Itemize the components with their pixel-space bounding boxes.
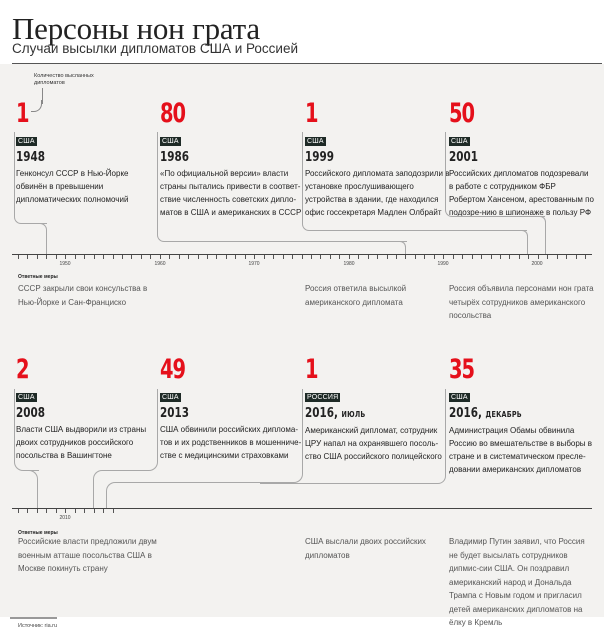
axis-tick (443, 255, 444, 259)
axis-tick (198, 255, 199, 259)
axis-tick (235, 255, 236, 259)
axis-label-2000: 2000 (531, 261, 543, 267)
connector-2016-dec-b (260, 483, 405, 484)
response-2016-july: США выслали двоих российских дипломатов (305, 537, 426, 560)
response-2016-december: Владимир Путин заявил, что Россия не будет высылать сотрудников дипмис-сии США. Он поздравил американский народ и Дональда Трампа с Новым годом и пригласил детей американских дипломатов на ёлку в Кремль (449, 537, 585, 627)
axis-tick (547, 255, 548, 259)
axis-tick (84, 255, 85, 259)
event-description: Власти США выдворили из страны двоих сотрудников российского посольства в Вашингтоне (16, 425, 147, 460)
axis-tick (37, 255, 38, 259)
responses-heading-top: Ответные меры (18, 274, 58, 280)
axis-tick (188, 255, 189, 259)
expelled-count: 1 (305, 354, 318, 385)
axis-tick (320, 255, 321, 259)
axis-label-1950: 1950 (59, 261, 71, 267)
axis-tick (207, 255, 208, 259)
axis-tick (84, 509, 85, 513)
axis-tick (75, 509, 76, 513)
axis-tick (566, 255, 567, 259)
event-year: 2016, ИЮЛЬ (305, 406, 366, 421)
axis-tick (387, 255, 388, 259)
axis-label-1970: 1970 (248, 261, 260, 267)
connector-2001-b (538, 216, 546, 254)
axis-tick (472, 255, 473, 259)
page-title: Персоны нон грата (12, 11, 260, 46)
connector-2013-a (107, 389, 158, 471)
axis-tick (27, 509, 28, 513)
country-badge: США (451, 138, 468, 145)
axis-tick (141, 255, 142, 259)
axis-tick (415, 255, 416, 259)
axis-tick (462, 255, 463, 259)
axis-tick (37, 509, 38, 513)
axis-tick (179, 255, 180, 259)
axis-label-1980: 1980 (343, 261, 355, 267)
axis-tick (56, 509, 57, 513)
connector-2008-b (28, 470, 38, 508)
event-year: 2016, ДЕКАБРЬ (449, 406, 522, 421)
axis-tick (27, 255, 28, 259)
axis-tick (65, 255, 66, 259)
country-badge: США (18, 394, 35, 401)
expelled-count: 80 (160, 98, 185, 129)
connector-1999-b (520, 230, 528, 254)
axis-tick (481, 255, 482, 259)
country-badge: США (451, 394, 468, 401)
responses-heading-bottom: Ответные меры (18, 530, 58, 536)
event-year: 1986 (160, 150, 189, 165)
event-year: 1948 (16, 150, 45, 165)
country-badge: США (307, 138, 324, 145)
connector-1948-b (40, 223, 47, 254)
axis-tick (94, 509, 95, 513)
axis-tick (585, 255, 586, 259)
axis-tick (491, 255, 492, 259)
country-badge: РОССИЯ (307, 394, 339, 401)
axis-label-1960: 1960 (154, 261, 166, 267)
axis-tick (131, 255, 132, 259)
axis-tick (18, 509, 19, 513)
axis-label-1990: 1990 (437, 261, 449, 267)
connector-1986-b (398, 241, 406, 254)
axis-label-2010: 2010 (59, 515, 71, 521)
axis-tick (528, 255, 529, 259)
axis-tick (302, 255, 303, 259)
axis-tick (226, 255, 227, 259)
axis-tick (264, 255, 265, 259)
axis-tick (368, 255, 369, 259)
axis-tick (94, 255, 95, 259)
axis-tick (254, 255, 255, 259)
axis-tick (453, 255, 454, 259)
expelled-count: 49 (160, 354, 185, 385)
axis-tick (330, 255, 331, 259)
connector-1948-a (14, 132, 47, 224)
source-note: Источник: ria.ru (18, 623, 58, 629)
event-description: Российских дипломатов подозревали в работе с сотрудником ФБР Робертом Хансеном, арестованным по подозре-нию в шпионаже в пользу РФ (449, 169, 594, 217)
event-year: 2013 (160, 406, 189, 421)
axis-tick (576, 255, 577, 259)
axis-tick (169, 255, 170, 259)
country-badge: США (18, 138, 35, 145)
axis-tick (46, 255, 47, 259)
axis-tick (405, 255, 406, 259)
axis-tick (103, 509, 104, 513)
axis-tick (65, 509, 66, 513)
axis-tick (46, 509, 47, 513)
connector-2016-july-a (256, 389, 303, 483)
event-card-2016-december (449, 356, 594, 476)
axis-tick (396, 255, 397, 259)
response-2008: Российские власти предложили двум военным атташе посольства США в Москве покинуть страну (18, 537, 157, 573)
event-year: 1999 (305, 150, 334, 165)
page-subtitle: Случаи высылки дипломатов США и Россией (12, 41, 299, 56)
event-description: Американский дипломат, сотрудник ЦРУ напал на охранявшего посоль-ство США российского полицейского (305, 426, 442, 461)
axis-tick (122, 255, 123, 259)
event-year: 2008 (16, 406, 45, 421)
country-badge: США (162, 138, 179, 145)
axis-tick (292, 255, 293, 259)
axis-tick (150, 255, 151, 259)
event-year: 2001 (449, 150, 478, 165)
response-1999: Россия ответила высылкой американского дипломата (305, 284, 407, 307)
axis-tick (358, 255, 359, 259)
axis-tick (216, 255, 217, 259)
event-description: Генконсул СССР в Нью-Йорке обвинён в превышении дипломатических полномочий (16, 169, 129, 204)
axis-tick (75, 255, 76, 259)
expelled-count: 35 (449, 354, 474, 385)
event-description: Администрация Обамы обвинила Россию во вмешательстве в выборы в стране и в систематическом пресле-довании американских дипломатов (449, 426, 593, 474)
axis-tick (557, 255, 558, 259)
response-2001: Россия объявила персонами нон грата четырёх сотрудников американского посольства (449, 284, 594, 320)
connector-2008-a (14, 389, 39, 471)
timeline-axis-bottom (12, 508, 592, 509)
axis-tick (103, 255, 104, 259)
axis-tick (160, 255, 161, 259)
axis-tick (273, 255, 274, 259)
axis-tick (500, 255, 501, 259)
axis-tick (434, 255, 435, 259)
axis-tick (509, 255, 510, 259)
axis-tick (519, 255, 520, 259)
axis-tick (311, 255, 312, 259)
count-legend-note: Количество высланных дипломатов (34, 73, 94, 86)
axis-tick (245, 255, 246, 259)
event-description: США обвинили российских диплома-тов и их родственников в мошенниче-стве с медицинскими страховками (160, 425, 302, 460)
expelled-count: 2 (16, 354, 29, 385)
response-1948: СССР закрыли свои консульства в Нью-Йорке и Сан-Франциско (18, 284, 148, 307)
axis-tick (349, 255, 350, 259)
connector-2016-july-b (106, 482, 266, 508)
axis-tick (18, 255, 19, 259)
expelled-count: 1 (305, 98, 318, 129)
event-description: Российского дипломата заподозрили в установке прослушивающего устройства в здании, где находился офис госсекретаря Мадлен Олбрайт (305, 169, 450, 217)
axis-tick (377, 255, 378, 259)
connector-2013-b (93, 470, 107, 508)
axis-tick (113, 509, 114, 513)
axis-tick (424, 255, 425, 259)
axis-tick (283, 255, 284, 259)
footer-divider (10, 617, 57, 619)
axis-tick (339, 255, 340, 259)
expelled-count: 50 (449, 98, 474, 129)
expelled-count: 1 (16, 98, 29, 129)
axis-tick (56, 255, 57, 259)
axis-tick (113, 255, 114, 259)
connector-2001-a (445, 132, 545, 217)
axis-tick (538, 255, 539, 259)
connector-2016-dec-a (400, 389, 446, 484)
country-badge: США (162, 394, 179, 401)
event-description: «По официальной версии» власти страны пытались привести в соответ-ствие численность советских дипло-матов в США и американских в СССР (160, 169, 302, 217)
